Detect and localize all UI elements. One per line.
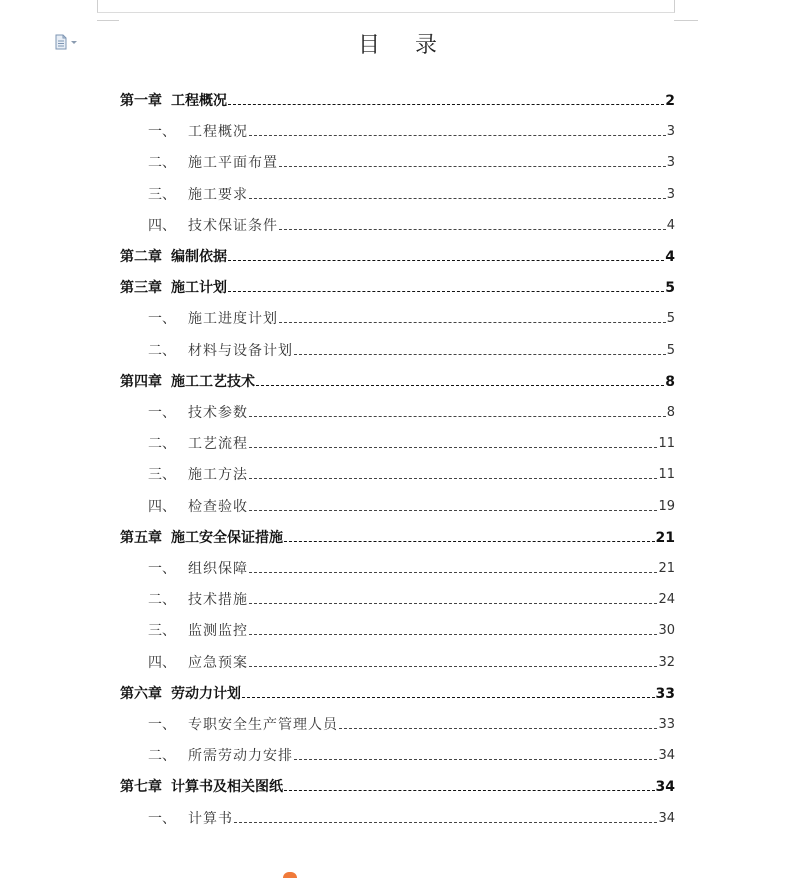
toc-entry-label: 工程概况 [171,93,227,109]
toc-page-number: 24 [658,592,675,607]
toc-entry-label: 计算书及相关图纸 [171,779,283,795]
toc-chapter-entry[interactable] [120,372,675,392]
toc-dot-leader [249,415,666,417]
toc-dot-leader [228,259,664,261]
toc-entry-label: 专职安全生产管理人员 [188,717,338,733]
toc-page-number: 5 [666,311,675,326]
toc-entry-label: 劳动力计划 [171,686,241,702]
toc-chapter-entry[interactable] [120,777,675,797]
toc-entry-label: 编制依据 [171,249,227,265]
toc-entry-label: 施工方法 [188,467,248,483]
toc-page-number: 11 [658,436,675,451]
toc-entry-number: 一、 [148,561,176,577]
toc-entry-number: 三、 [148,187,176,203]
toc-page-number: 8 [666,405,675,420]
toc-page-number: 5 [665,280,675,296]
toc-page-number: 4 [666,218,675,233]
toc-section-entry[interactable] [148,715,675,735]
toc-entry-number: 第三章 [120,280,162,296]
toc-section-entry[interactable] [148,621,675,641]
toc-entry-label: 施工安全保证措施 [171,530,283,546]
toc-entry-number: 四、 [148,499,176,515]
toc-section-entry[interactable] [148,809,675,829]
toc-page-number: 34 [655,779,675,795]
toc-entry-label: 材料与设备计划 [188,343,293,359]
toc-entry-label: 检查验收 [188,499,248,515]
toc-page-number: 19 [658,499,675,514]
toc-page-number: 3 [666,187,675,202]
toc-entry-number: 第二章 [120,249,162,265]
toc-entry-label: 技术保证条件 [188,218,278,234]
toc-section-entry[interactable] [148,403,675,423]
toc-entry-label: 技术参数 [188,405,248,421]
toc-entry-number: 第四章 [120,374,162,390]
toc-dot-leader [228,290,664,292]
toc-page-number: 34 [658,811,675,826]
toc-dot-leader [339,727,657,729]
toc-chapter-entry[interactable] [120,684,675,704]
toc-entry-label: 施工计划 [171,280,227,296]
toc-dot-leader [249,134,666,136]
toc-chapter-entry[interactable] [120,278,675,298]
toc-dot-leader [249,571,657,573]
toc-entry-number: 二、 [148,343,176,359]
toc-entry-number: 二、 [148,592,176,608]
toc-entry-label: 技术措施 [188,592,248,608]
toc-dot-leader [234,821,657,823]
toc-page-number: 30 [658,623,675,638]
toc-entry-number: 四、 [148,655,176,671]
toc-dot-leader [249,477,657,479]
toc-entry-number: 第七章 [120,779,162,795]
toc-page-number: 4 [665,249,675,265]
scroll-indicator [283,872,297,878]
toc-entry-number: 一、 [148,811,176,827]
toc-section-entry[interactable] [148,465,675,485]
toc-entry-number: 第六章 [120,686,162,702]
toc-entry-number: 第五章 [120,530,162,546]
toc-section-entry[interactable] [148,185,675,205]
toc-entry-label: 工艺流程 [188,436,248,452]
toc-entry-label: 所需劳动力安排 [188,748,293,764]
toc-section-entry[interactable] [148,153,675,173]
toc-entry-label: 施工工艺技术 [171,374,255,390]
toc-entry-number: 二、 [148,436,176,452]
toc-entry-label: 计算书 [188,811,233,827]
toc-chapter-entry[interactable] [120,247,675,267]
toc-entry-number: 二、 [148,155,176,171]
toc-entry-number: 一、 [148,311,176,327]
toc-dot-leader [294,758,657,760]
toc-entry-number: 二、 [148,748,176,764]
toc-entry-label: 施工要求 [188,187,248,203]
toc-dot-leader [294,353,666,355]
toc-section-entry[interactable] [148,590,675,610]
toc-chapter-entry[interactable] [120,528,675,548]
toc-dot-leader [249,197,666,199]
toc-entry-label: 监测监控 [188,623,248,639]
toc-page-number: 3 [666,124,675,139]
toc-page-number: 21 [658,561,675,576]
toc-title: 目 录 [358,33,451,58]
toc-section-entry[interactable] [148,216,675,236]
toc-section-entry[interactable] [148,497,675,517]
toc-page-number: 21 [655,530,675,546]
toc-entry-number: 三、 [148,623,176,639]
toc-entry-label: 组织保障 [188,561,248,577]
toc-dot-leader [242,696,655,698]
toc-page-number: 2 [665,93,675,109]
toc-section-entry[interactable] [148,309,675,329]
toc-section-entry[interactable] [148,341,675,361]
toc-chapter-entry[interactable] [120,91,675,111]
toc-page-number: 5 [666,343,675,358]
toc-page-number: 33 [655,686,675,702]
toc-entry-label: 施工进度计划 [188,311,278,327]
toc-entry-label: 应急预案 [188,655,248,671]
toc-dot-leader [256,384,664,386]
toc-section-entry[interactable] [148,746,675,766]
toc-dot-leader [284,789,655,791]
toc-dot-leader [249,665,657,667]
toc-entry-number: 一、 [148,717,176,733]
toc-entry-label: 工程概况 [188,124,248,140]
toc-entry-label: 施工平面布置 [188,155,278,171]
toc-page-number: 33 [658,717,675,732]
toc-dot-leader [279,228,666,230]
toc-dot-leader [228,103,664,105]
toc-section-entry[interactable] [148,559,675,579]
toc-section-entry[interactable] [148,122,675,142]
toc-dot-leader [284,540,655,542]
toc-entry-number: 四、 [148,218,176,234]
toc-entry-number: 第一章 [120,93,162,109]
toc-page-number: 3 [666,155,675,170]
toc-entry-number: 三、 [148,467,176,483]
toc-dot-leader [249,602,657,604]
toc-page-number: 8 [665,374,675,390]
toc-page-number: 11 [658,467,675,482]
toc-entry-number: 一、 [148,124,176,140]
toc-dot-leader [249,509,657,511]
toc-page-number: 32 [658,655,675,670]
toc-section-entry[interactable] [148,653,675,673]
toc-entry-number: 一、 [148,405,176,421]
toc-dot-leader [249,446,657,448]
toc-section-entry[interactable] [148,434,675,454]
toc-dot-leader [249,633,657,635]
toc-dot-leader [279,165,666,167]
toc-page-number: 34 [658,748,675,763]
toc-dot-leader [279,321,666,323]
